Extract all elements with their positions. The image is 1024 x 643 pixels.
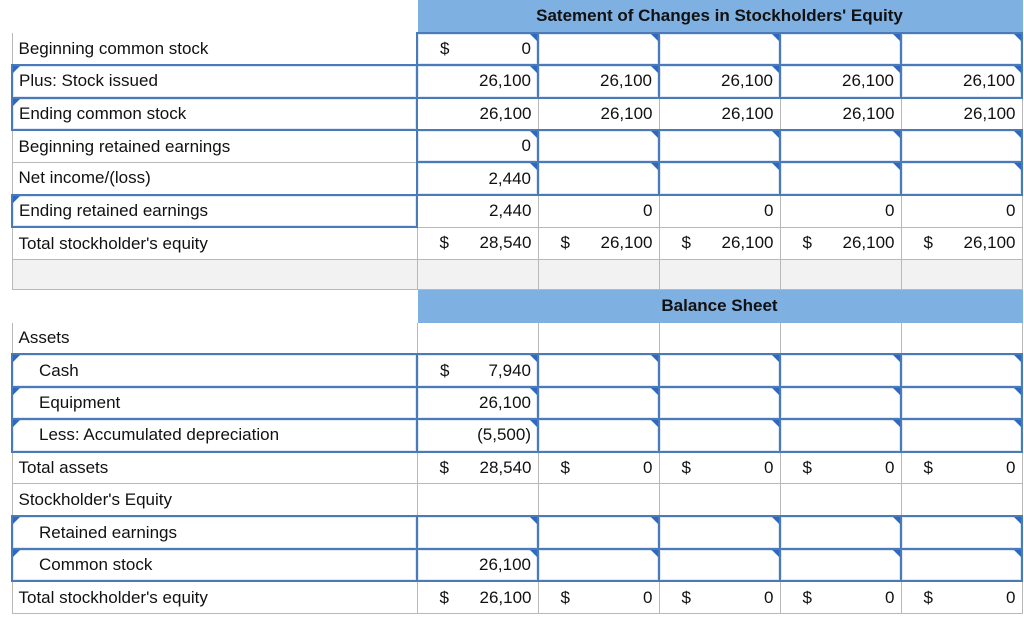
cell-value: 26,100 [600, 233, 653, 253]
bs-value-cell[interactable] [417, 549, 538, 581]
soe-value-cell [538, 195, 659, 227]
cell-value: 0 [885, 201, 895, 221]
bs-row [12, 581, 1022, 613]
soe-value-cell[interactable] [538, 162, 659, 194]
currency-symbol: $ [681, 458, 691, 478]
input-marker-icon [651, 517, 658, 524]
currency-symbol: $ [923, 458, 933, 478]
input-marker-icon [893, 34, 900, 41]
input-marker-icon [1014, 66, 1021, 73]
bs-row-label[interactable]: Equipment [12, 387, 417, 419]
bs-value-cell [659, 452, 780, 484]
soe-row [12, 130, 1022, 162]
soe-value-cell [538, 98, 659, 130]
financial-statements-table [11, 0, 1023, 614]
cell-value: 0 [521, 39, 531, 59]
cell-value: 0 [521, 136, 531, 156]
soe-value-cell [538, 227, 659, 259]
currency-symbol: $ [802, 587, 812, 607]
bs-row [12, 419, 1022, 451]
input-marker-icon [893, 420, 900, 427]
cell-value: 2,440 [488, 168, 531, 188]
input-marker-icon [530, 517, 537, 524]
spacer-cell [780, 260, 901, 290]
bs-value-cell [780, 484, 901, 516]
input-marker-icon [530, 355, 537, 362]
soe-value-cell[interactable] [780, 130, 901, 162]
spacer-cell [538, 260, 659, 290]
soe-value-cell[interactable] [417, 130, 538, 162]
section-spacer-row [12, 260, 1022, 290]
bs-title: Balance Sheet [417, 290, 1022, 322]
bs-value-cell [901, 484, 1022, 516]
input-marker-icon [772, 131, 779, 138]
bs-value-cell [901, 581, 1022, 613]
bs-value-cell [417, 484, 538, 516]
input-marker-icon [893, 131, 900, 138]
bs-value-cell [538, 452, 659, 484]
bs-row-label[interactable]: Common stock [12, 549, 417, 581]
bs-value-cell[interactable] [780, 549, 901, 581]
bs-value-cell[interactable] [538, 516, 659, 548]
currency-symbol: $ [440, 360, 450, 380]
bs-value-cell[interactable] [417, 387, 538, 419]
bs-value-cell[interactable] [901, 549, 1022, 581]
bs-value-cell[interactable] [417, 516, 538, 548]
cell-value: 26,100 [600, 103, 653, 123]
soe-value-cell [417, 98, 538, 130]
bs-value-cell[interactable] [901, 387, 1022, 419]
cell-value: 26,100 [963, 71, 1015, 91]
input-marker-icon [651, 131, 658, 138]
cell-value: 0 [764, 458, 774, 478]
input-marker-icon [772, 163, 779, 170]
cell-value: 28,540 [479, 458, 532, 478]
cell-value: 26,100 [479, 71, 531, 91]
cell-value: 26,100 [842, 103, 895, 123]
cell-value: 0 [643, 201, 653, 221]
currency-symbol: $ [560, 587, 570, 607]
bs-row [12, 484, 1022, 516]
input-marker-icon [772, 66, 779, 73]
bs-row-label: Assets [12, 322, 417, 354]
currency-symbol: $ [560, 458, 570, 478]
cell-value: 26,100 [963, 103, 1016, 123]
spacer-cell [659, 260, 780, 290]
soe-value-cell [659, 227, 780, 259]
dropdown-marker-icon [13, 550, 20, 557]
soe-value-cell[interactable] [659, 65, 780, 97]
soe-value-cell[interactable] [659, 33, 780, 65]
soe-row-label: Total stockholder's equity [12, 227, 417, 259]
soe-row-label: Beginning common stock [12, 33, 417, 65]
bs-row-label: Total stockholder's equity [12, 581, 417, 613]
soe-row-label[interactable]: Plus: Stock issued [12, 65, 417, 97]
dropdown-marker-icon [13, 388, 20, 395]
input-marker-icon [893, 163, 900, 170]
input-marker-icon [1014, 34, 1021, 41]
soe-value-cell [417, 195, 538, 227]
bs-value-cell [780, 322, 901, 354]
input-marker-icon [1014, 550, 1021, 557]
bs-row [12, 516, 1022, 548]
currency-symbol: $ [802, 458, 812, 478]
soe-row [12, 98, 1022, 130]
bs-row-label: Total assets [12, 452, 417, 484]
header-blank-cell [12, 290, 417, 322]
input-marker-icon [1014, 420, 1021, 427]
soe-value-cell [901, 98, 1022, 130]
bs-value-cell [417, 452, 538, 484]
input-marker-icon [1014, 517, 1021, 524]
bs-value-cell [901, 452, 1022, 484]
input-marker-icon [772, 517, 779, 524]
input-marker-icon [651, 66, 658, 73]
input-marker-icon [1014, 131, 1021, 138]
input-marker-icon [1014, 163, 1021, 170]
bs-row-label[interactable]: Cash [12, 354, 417, 386]
statements-body [12, 1, 1022, 614]
cell-value: 7,940 [488, 360, 531, 380]
input-marker-icon [893, 388, 900, 395]
input-marker-icon [651, 163, 658, 170]
input-marker-icon [772, 388, 779, 395]
currency-symbol: $ [681, 587, 691, 607]
bs-row-label: Stockholder's Equity [12, 484, 417, 516]
cell-value: 0 [764, 201, 774, 221]
currency-symbol: $ [923, 233, 933, 253]
input-marker-icon [893, 66, 900, 73]
bs-row [12, 354, 1022, 386]
bs-value-cell[interactable] [780, 354, 901, 386]
soe-value-cell[interactable] [780, 162, 901, 194]
soe-value-cell [659, 98, 780, 130]
bs-value-cell [659, 581, 780, 613]
cell-value: 0 [643, 458, 653, 478]
dropdown-marker-icon [13, 517, 20, 524]
input-marker-icon [772, 550, 779, 557]
input-marker-icon [530, 131, 537, 138]
bs-value-cell[interactable] [538, 419, 659, 451]
header-blank-cell [12, 1, 417, 33]
bs-value-cell [780, 452, 901, 484]
bs-value-cell[interactable] [780, 387, 901, 419]
cell-value: 26,100 [842, 71, 894, 91]
currency-symbol: $ [923, 587, 933, 607]
soe-row [12, 227, 1022, 259]
soe-row [12, 65, 1022, 97]
bs-row [12, 387, 1022, 419]
input-marker-icon [530, 550, 537, 557]
cell-value: 26,100 [721, 71, 773, 91]
bs-value-cell[interactable] [417, 419, 538, 451]
currency-symbol: $ [439, 233, 449, 253]
bs-value-cell [659, 484, 780, 516]
input-marker-icon [1014, 355, 1021, 362]
soe-value-cell [780, 227, 901, 259]
bs-row-label[interactable]: Less: Accumulated depreciation [12, 419, 417, 451]
input-marker-icon [651, 355, 658, 362]
bs-value-cell [538, 581, 659, 613]
currency-symbol: $ [440, 39, 450, 59]
cell-value: 26,100 [842, 233, 895, 253]
soe-value-cell[interactable] [538, 33, 659, 65]
soe-header-row [12, 1, 1022, 33]
currency-symbol: $ [802, 233, 812, 253]
currency-symbol: $ [560, 233, 570, 253]
soe-row-label: Beginning retained earnings [12, 130, 417, 162]
dropdown-marker-icon [13, 99, 20, 106]
cell-value: 0 [1006, 587, 1016, 607]
input-marker-icon [530, 388, 537, 395]
input-marker-icon [772, 420, 779, 427]
soe-title: Satement of Changes in Stockholders' Equity [417, 1, 1022, 33]
cell-value: 26,100 [721, 103, 774, 123]
soe-value-cell[interactable] [780, 65, 901, 97]
input-marker-icon [651, 34, 658, 41]
cell-value: 26,100 [479, 392, 531, 412]
input-marker-icon [530, 66, 537, 73]
bs-value-cell [417, 581, 538, 613]
input-marker-icon [651, 388, 658, 395]
bs-header-row [12, 290, 1022, 322]
soe-value-cell [780, 98, 901, 130]
soe-row-label[interactable]: Ending common stock [12, 98, 417, 130]
spacer-cell [901, 260, 1022, 290]
cell-value: 0 [643, 587, 653, 607]
soe-value-cell[interactable] [417, 162, 538, 194]
soe-value-cell[interactable] [417, 33, 538, 65]
soe-value-cell[interactable] [659, 162, 780, 194]
dropdown-marker-icon [13, 420, 20, 427]
bs-value-cell[interactable] [780, 516, 901, 548]
dropdown-marker-icon [13, 66, 20, 73]
currency-symbol: $ [439, 458, 449, 478]
bs-value-cell[interactable] [901, 516, 1022, 548]
input-marker-icon [893, 517, 900, 524]
soe-value-cell [417, 227, 538, 259]
bs-value-cell [538, 484, 659, 516]
input-marker-icon [893, 355, 900, 362]
currency-symbol: $ [439, 587, 449, 607]
bs-value-cell[interactable] [659, 354, 780, 386]
cell-value: (5,500) [477, 425, 531, 445]
cell-value: 26,100 [479, 587, 532, 607]
soe-value-cell[interactable] [901, 65, 1022, 97]
bs-value-cell[interactable] [417, 354, 538, 386]
bs-value-cell[interactable] [659, 516, 780, 548]
input-marker-icon [1014, 388, 1021, 395]
soe-value-cell[interactable] [901, 130, 1022, 162]
bs-value-cell [780, 581, 901, 613]
cell-value: 26,100 [479, 554, 531, 574]
bs-value-cell[interactable] [901, 419, 1022, 451]
soe-value-cell [659, 195, 780, 227]
soe-value-cell[interactable] [538, 130, 659, 162]
dropdown-marker-icon [13, 355, 20, 362]
soe-value-cell[interactable] [901, 33, 1022, 65]
bs-value-cell[interactable] [659, 549, 780, 581]
input-marker-icon [893, 550, 900, 557]
cell-value: 26,100 [963, 233, 1016, 253]
cell-value: 0 [885, 458, 895, 478]
bs-value-cell [901, 322, 1022, 354]
input-marker-icon [651, 550, 658, 557]
spacer-cell [12, 260, 417, 290]
cell-value: 2,440 [488, 201, 532, 221]
soe-value-cell [901, 195, 1022, 227]
bs-value-cell[interactable] [659, 387, 780, 419]
bs-value-cell[interactable] [538, 549, 659, 581]
input-marker-icon [651, 420, 658, 427]
cell-value: 26,100 [479, 103, 532, 123]
input-marker-icon [530, 420, 537, 427]
soe-value-cell[interactable] [538, 65, 659, 97]
soe-row [12, 33, 1022, 65]
bs-value-cell [659, 322, 780, 354]
cell-value: 0 [764, 587, 774, 607]
soe-row-label[interactable]: Ending retained earnings [12, 195, 417, 227]
soe-value-cell[interactable] [901, 162, 1022, 194]
bs-value-cell [538, 322, 659, 354]
soe-value-cell[interactable] [659, 130, 780, 162]
bs-row [12, 322, 1022, 354]
cell-value: 0 [1006, 201, 1016, 221]
cell-value: 0 [1006, 458, 1016, 478]
cell-value: 28,540 [479, 233, 532, 253]
bs-value-cell[interactable] [901, 354, 1022, 386]
bs-row [12, 452, 1022, 484]
soe-value-cell[interactable] [780, 33, 901, 65]
bs-row [12, 549, 1022, 581]
input-marker-icon [772, 355, 779, 362]
bs-value-cell[interactable] [538, 354, 659, 386]
currency-symbol: $ [681, 233, 691, 253]
soe-row [12, 195, 1022, 227]
input-marker-icon [530, 34, 537, 41]
bs-value-cell[interactable] [659, 419, 780, 451]
dropdown-marker-icon [13, 196, 20, 203]
soe-row [12, 162, 1022, 194]
bs-value-cell [417, 322, 538, 354]
input-marker-icon [530, 163, 537, 170]
soe-value-cell[interactable] [417, 65, 538, 97]
bs-row-label[interactable]: Retained earnings [12, 516, 417, 548]
soe-value-cell [780, 195, 901, 227]
spacer-cell [417, 260, 538, 290]
soe-row-label: Net income/(loss) [12, 162, 417, 194]
cell-value: 0 [885, 587, 895, 607]
cell-value: 26,100 [721, 233, 774, 253]
cell-value: 26,100 [600, 71, 652, 91]
input-marker-icon [772, 34, 779, 41]
bs-value-cell[interactable] [538, 387, 659, 419]
soe-value-cell [901, 227, 1022, 259]
bs-value-cell[interactable] [780, 419, 901, 451]
